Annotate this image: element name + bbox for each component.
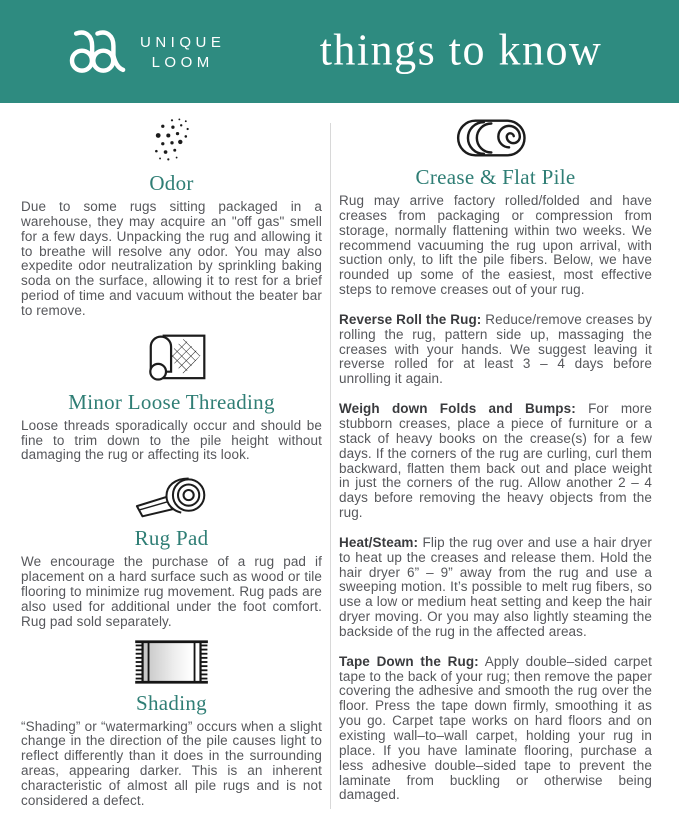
tip-label: Tape Down the Rug:: [339, 653, 479, 669]
section-body-rug-pad: We encourage the purchase of a rug pad if placement on a hard surface such as wood or tile flooring to minimize rug movement. Rug pads are also used for additional under the foot comfort. Rug pad sold separately.: [21, 554, 322, 629]
section-heading-threading: Minor Loose Threading: [68, 389, 275, 414]
tip-reverse-roll: [339, 313, 652, 387]
rug-pad-roll-icon: [21, 472, 322, 520]
tip-label: Weigh down Folds and Bumps:: [339, 401, 576, 417]
brand-name-line1: UNIQUE: [140, 34, 226, 51]
header: [0, 0, 679, 103]
section-heading-crease: Crease & Flat Pile: [415, 165, 576, 189]
tip-tape-down: [339, 655, 652, 803]
section-minor-loose-threading: [21, 328, 322, 464]
tip-text: Reduce/remove creases by rolling the rug, pattern side up, massaging the creases with your hands. We suggest leaving it reverse rolled for at least 3 – 4 days before unrolling it again.: [339, 311, 652, 387]
section-shading: [21, 639, 322, 809]
right-column: [339, 117, 652, 809]
section-odor: [21, 117, 322, 319]
column-divider: [330, 123, 331, 809]
brand-name: [140, 33, 225, 72]
section-heading-shading: Shading: [136, 690, 207, 715]
section-body-crease-intro: Rug may arrive factory rolled/folded and have creases from packaging or compression from storage, normally flattening within two weeks. We recommend vacuuming the rug upon arrival, with suction only, to lift the pile fibers. Below, we have rounded up some of the easiest, most effective steps to remove creases out of your rug.: [339, 193, 652, 298]
partially-rolled-rug-icon: [21, 328, 322, 384]
section-crease-flat-pile: [339, 117, 652, 298]
section-heading-odor: Odor: [149, 171, 194, 195]
tip-text: Apply double–sided carpet tape to the back of your rug; then remove the paper covering the adhesive and smooth the rug over the floor. Press the tape down firmly, smoothing it as you go. Carpet tape works on hard floors and on existing wall–to–wall carpet, holding your rug in place. If you have laminate flooring, purchase a less adhesive double–sided tape to prevent the laminate from buckling or otherwise being damaged.: [339, 653, 652, 803]
brand-name-line2: LOOM: [151, 53, 214, 71]
tip-heat-steam: [339, 536, 652, 640]
left-column: [21, 117, 322, 809]
content: [0, 103, 679, 809]
tip-text: Flip the rug over and use a hair dryer to heat up the creases and release them. Hold the hair dryer 6” – 9” away from the rug and use a sweeping motion. It’s possible to melt rug fibers, so use a low or medium heat setting and keep the hair dryer moving. Or you may also lightly steaming the backside of the rug in the affected areas.: [339, 534, 652, 639]
page-title: things to know: [319, 24, 603, 74]
tip-label: Reverse Roll the Rug:: [339, 311, 482, 327]
section-body-threading: Loose threads sporadically occur and should be fine to trim down to the pile height without damaging the rug or affecting its look.: [21, 417, 322, 463]
unique-loom-double-d-logo-icon: [66, 24, 126, 81]
rolled-rug-spiral-icon: [339, 117, 652, 159]
section-body-shading: “Shading” or “watermarking” occurs when a slight change in the direction of the pile causes light to reflect differently than it does in the surrounding areas, appearing darker. This is an inherent characteristic of almost all pile rugs and is not considered a defect.: [21, 718, 322, 808]
brand-logo: [66, 24, 225, 81]
tip-text: For more stubborn creases, place a piece of furniture or a stack of heavy books on the crease(s) for a few days. If the corners of the rug are curling, curl them backward, flatten them back out and place weight in just the corners of the rug. Allow another 2 – 4 days before removing the heavy objects from the rug.: [339, 401, 652, 521]
tip-weigh-down: [339, 402, 652, 521]
section-body-odor: Due to some rugs sitting packaged in a warehouse, they may acquire an "off gas" smell for a few days. Unpacking the rug and allowing it to breathe will resolve any odor. You may also expedite odor neutralization by sprinkling baking soda on the surface, allowing it to rest for a brief period of time and vacuum without the beater bar to remove.: [21, 199, 322, 318]
section-rug-pad: [21, 472, 322, 629]
fringed-rug-shading-icon: [21, 639, 322, 685]
section-heading-rug-pad: Rug Pad: [134, 526, 209, 551]
odor-dots-icon: [21, 117, 322, 165]
tip-label: Heat/Steam:: [339, 534, 419, 550]
